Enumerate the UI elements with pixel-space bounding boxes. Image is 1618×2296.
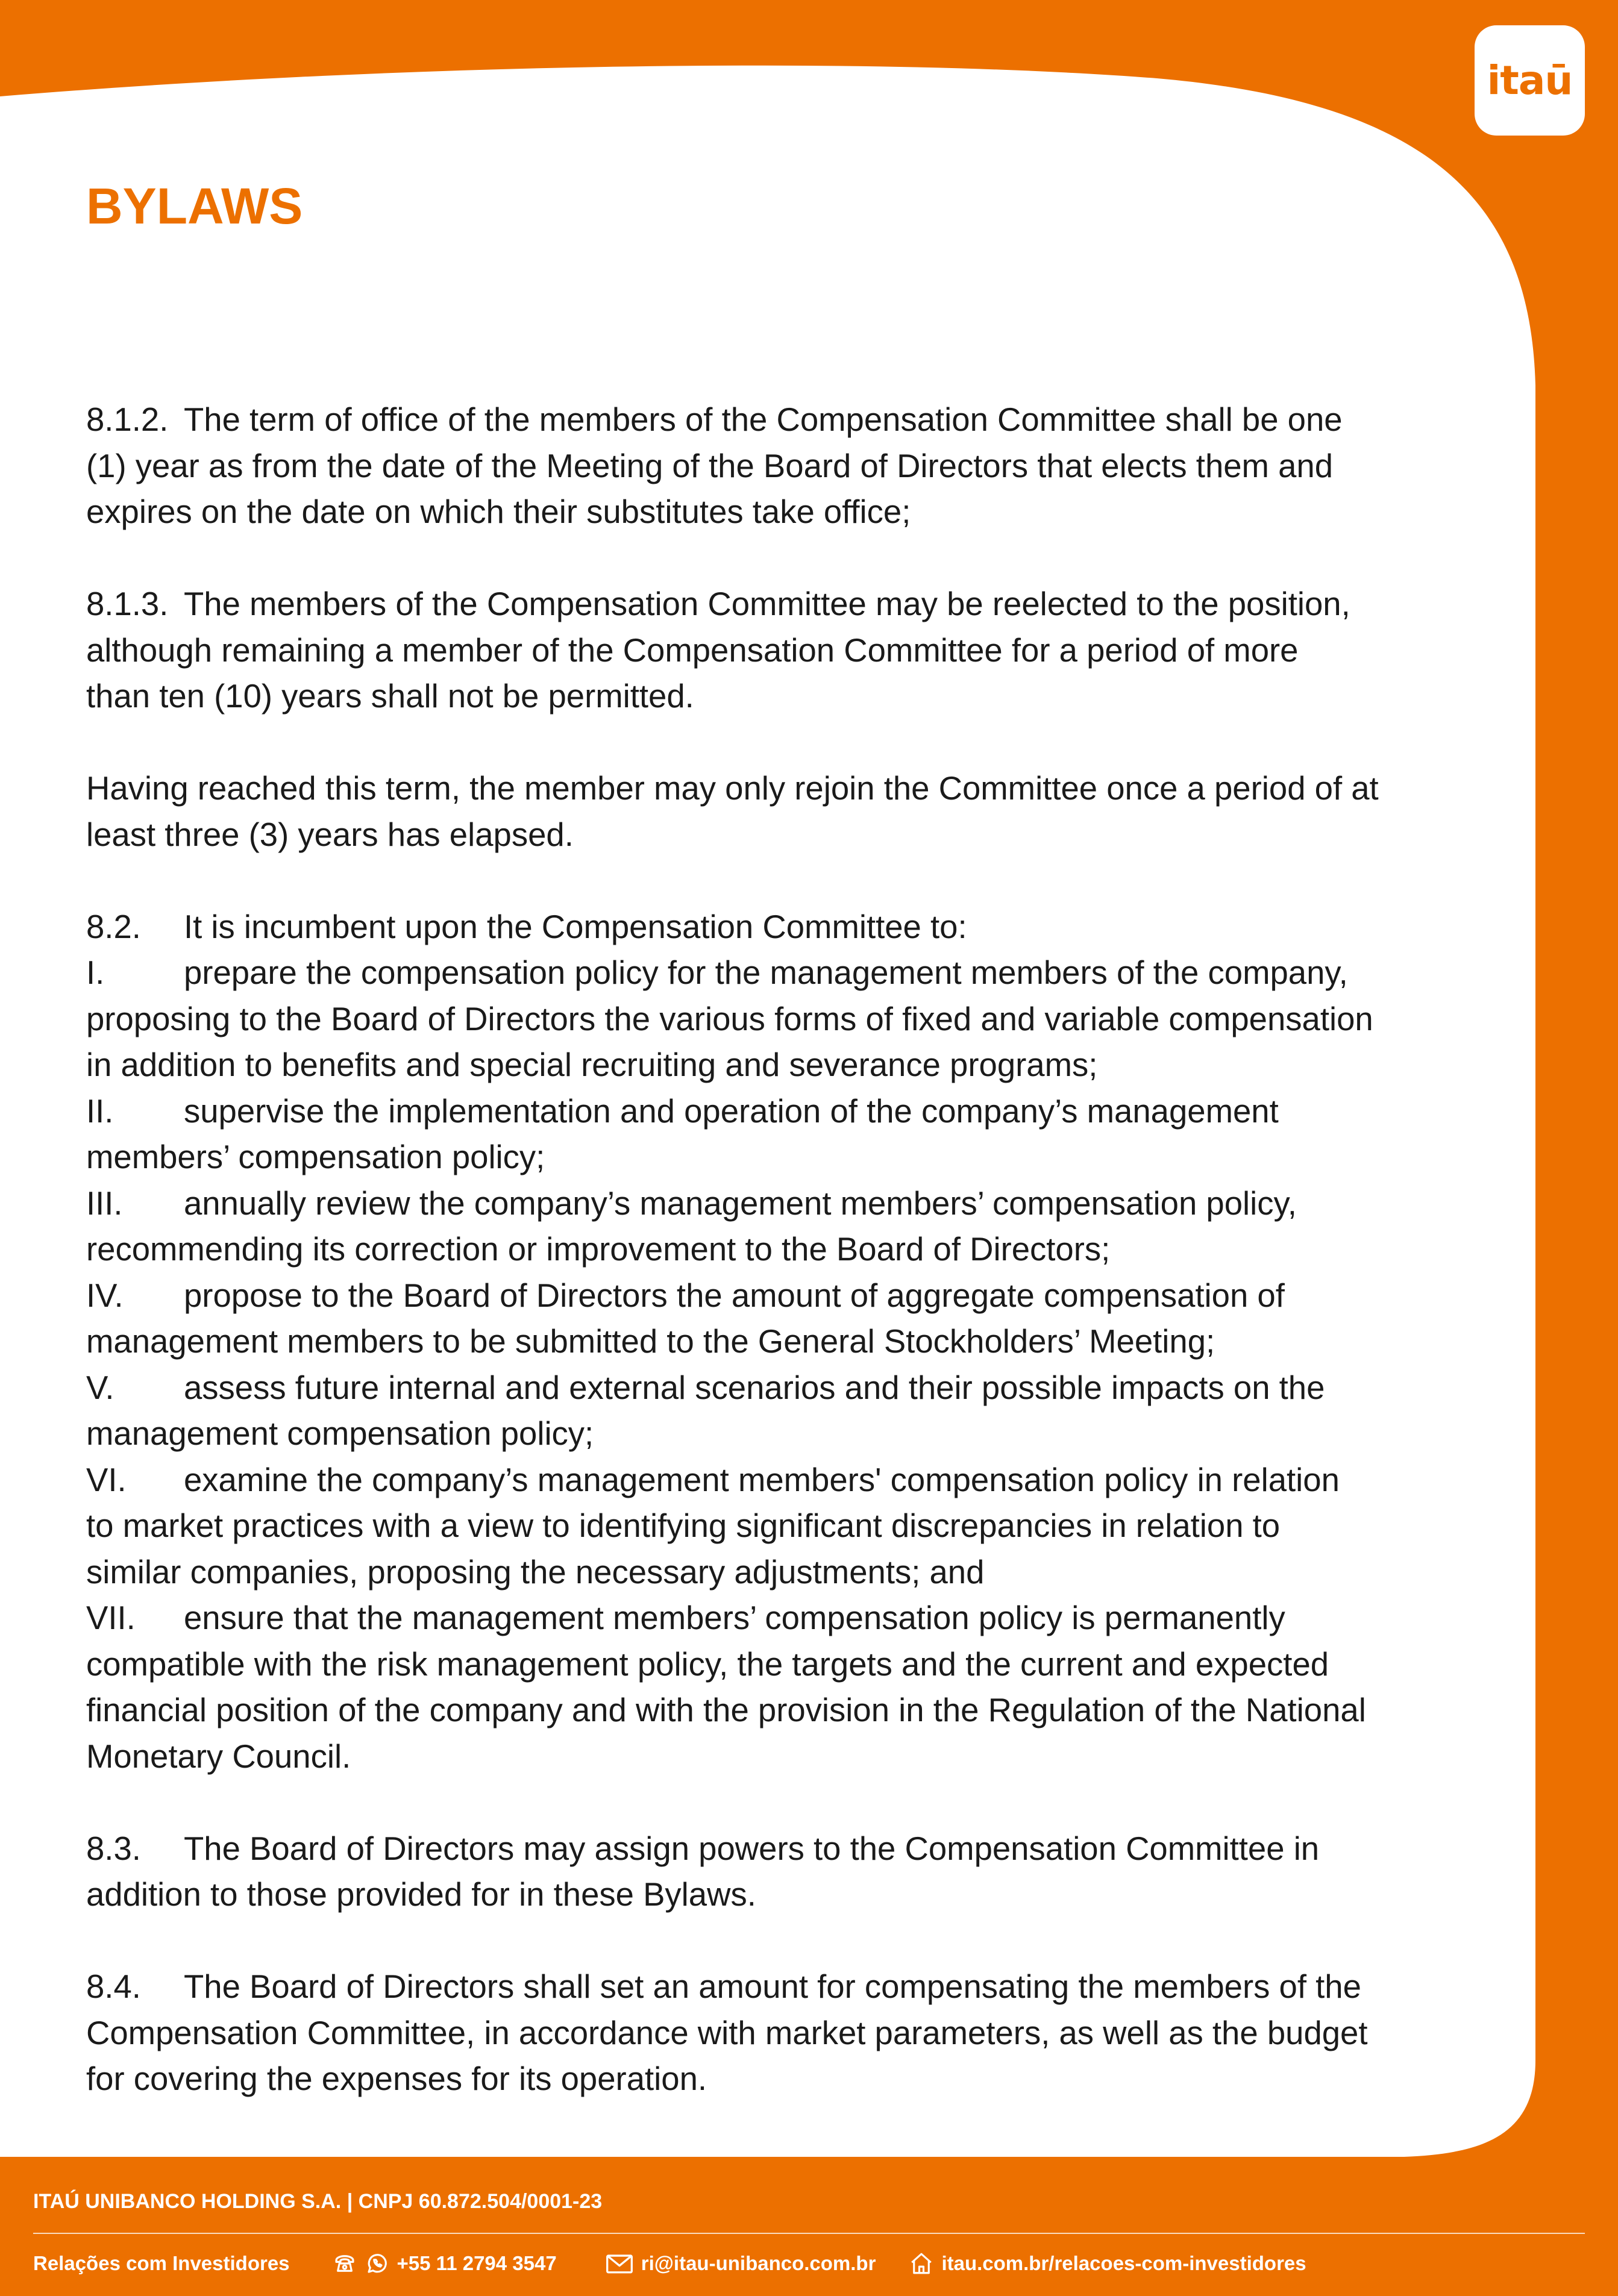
phone-icon xyxy=(332,2251,357,2276)
item-number: V. xyxy=(86,1369,114,1406)
item-text: proposing to the Board of Directors the various forms of fixed and variable compensation xyxy=(86,1000,1373,1037)
footer-company: ITAÚ UNIBANCO HOLDING S.A. | CNPJ 60.872.504/0001-23 xyxy=(33,2190,603,2213)
item-text: management members to be submitted to the General Stockholders’ Meeting; xyxy=(86,1323,1215,1360)
ri-label: Relações com Investidores xyxy=(33,2252,290,2274)
phone-contact[interactable] xyxy=(332,2251,557,2276)
home-icon xyxy=(909,2251,934,2276)
item-text: compatible with the risk management policy, the targets and the current and expected xyxy=(86,1645,1329,1683)
clause-number: 8.4. xyxy=(86,1968,141,2005)
item-text: financial position of the company and with the provision in the Regulation of the National xyxy=(86,1692,1366,1728)
clause-text: least three (3) years has elapsed. xyxy=(86,816,574,853)
clause-number: 8.1.2. xyxy=(86,401,169,438)
clause-text: The members of the Compensation Committee may be reelected to the position, xyxy=(184,586,1350,622)
clause-text: The Board of Directors shall set an amount for compensating the members of the xyxy=(184,1968,1361,2005)
clause-number: 8.3. xyxy=(86,1830,141,1867)
phone-number: +55 11 2794 3547 xyxy=(397,2252,557,2274)
clause-8-1-2 xyxy=(86,397,1430,536)
clause-8-1-3 xyxy=(86,581,1430,720)
clause-text: expires on the date on which their substitutes take office; xyxy=(86,493,911,530)
website-url: itau.com.br/relacoes-com-investidores xyxy=(941,2252,1306,2274)
email-address: ri@itau-unibanco.com.br xyxy=(641,2252,876,2274)
clause-8-1-3-continuation xyxy=(86,766,1430,858)
item-text: ensure that the management members’ compensation policy is permanently xyxy=(184,1600,1285,1636)
item-text: propose to the Board of Directors the amount of aggregate compensation of xyxy=(184,1277,1285,1314)
item-number: VI. xyxy=(86,1461,127,1498)
clause-text: (1) year as from the date of the Meeting of the Board of Directors that elects them and xyxy=(86,447,1334,484)
item-text: supervise the implementation and operation of the company’s management xyxy=(184,1092,1279,1130)
item-text: members’ compensation policy; xyxy=(86,1139,545,1175)
clause-text: than ten (10) years shall not be permitted. xyxy=(86,678,694,715)
page-title: BYLAWS xyxy=(86,178,303,234)
item-number: II. xyxy=(86,1092,114,1130)
clause-text: The term of office of the members of the Compensation Committee shall be one xyxy=(184,401,1343,438)
item-number: VII. xyxy=(86,1600,136,1636)
clause-text: The Board of Directors may assign powers to the Compensation Committee in xyxy=(184,1830,1320,1867)
item-number: IV. xyxy=(86,1277,124,1314)
clause-text: Having reached this term, the member may only rejoin the Committee once a period of at xyxy=(86,770,1379,807)
clause-text: It is incumbent upon the Compensation Committee to: xyxy=(184,908,967,945)
item-text: recommending its correction or improvement to the Board of Directors; xyxy=(86,1231,1111,1268)
item-number: I. xyxy=(86,954,105,991)
document-body xyxy=(86,397,1430,2103)
item-text: annually review the company’s management members’ compensation policy, xyxy=(184,1184,1297,1222)
item-text: management compensation policy; xyxy=(86,1415,594,1452)
item-number: III. xyxy=(86,1184,123,1222)
clause-8-3 xyxy=(86,1826,1430,1918)
mail-icon xyxy=(605,2251,634,2276)
clause-8-4 xyxy=(86,1964,1430,2103)
item-text: in addition to benefits and special recruiting and severance programs; xyxy=(86,1046,1098,1083)
clause-text: although remaining a member of the Compensation Committee for a period of more xyxy=(86,631,1299,669)
item-text: to market practices with a view to identifying significant discrepancies in relation to xyxy=(86,1507,1281,1544)
footer-divider xyxy=(33,2233,1585,2234)
clause-text: Compensation Committee, in accordance with market parameters, as well as the budget xyxy=(86,2014,1368,2051)
clause-text: addition to those provided for in these Bylaws. xyxy=(86,1876,756,1913)
clause-text: for covering the expenses for its operation. xyxy=(86,2060,707,2097)
clause-number: 8.2. xyxy=(86,908,141,945)
website-link[interactable] xyxy=(909,2251,1306,2276)
whatsapp-icon xyxy=(365,2251,390,2276)
itau-logo xyxy=(1475,25,1585,136)
logo-text: itaū xyxy=(1487,57,1573,104)
item-text: prepare the compensation policy for the management members of the company, xyxy=(184,954,1348,991)
clause-number: 8.1.3. xyxy=(86,586,169,622)
item-text: Monetary Council. xyxy=(86,1738,351,1775)
item-text: examine the company’s management members' compensation policy in relation xyxy=(184,1461,1340,1498)
item-text: assess future internal and external scenarios and their possible impacts on the xyxy=(184,1369,1325,1406)
item-text: similar companies, proposing the necessary adjustments; and xyxy=(86,1553,985,1591)
footer-contact-bar xyxy=(33,2250,1306,2277)
email-contact[interactable] xyxy=(605,2251,876,2276)
clause-8-2 xyxy=(86,904,1430,1780)
